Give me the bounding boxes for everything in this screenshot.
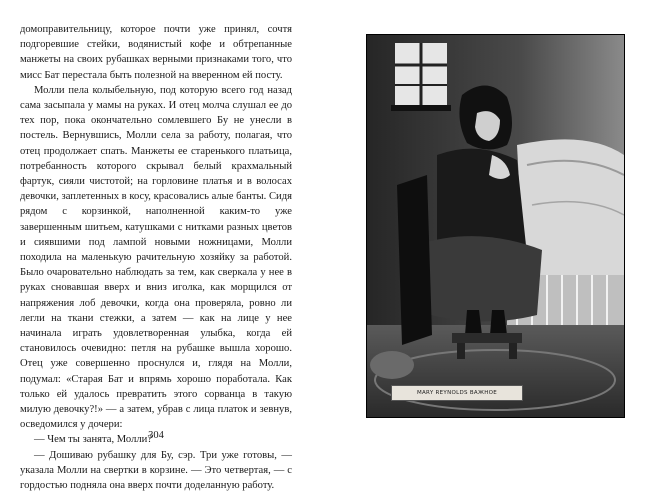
illustration-signature: MARY REYNOLDS ВАЖНОЕ [391,385,523,401]
paragraph-1: домоправительницу, которое почти уже принял, сочтя подгоревшие стейки, водянистый кофе и обтрепанные манжеты на своих рубашках верными признаками того, что мисс Бат перестала быть полезной на вверенном ей посту. [20,24,292,81]
basket [370,351,414,379]
paragraph-3: — Чем ты занята, Молли? [34,434,153,446]
window [391,43,451,111]
illustration-drawing [367,35,624,417]
illustration [366,34,625,418]
chair [397,175,432,345]
body-text [20,22,292,493]
paragraph-2: Молли пела колыбельную, под которую всего год назад сама засыпала у мамы на руках. И отец молча слушал ее до тех пор, пока окончательно сомлевшего Бу не унесли в постель. Вернувшись, Молли села за работу, полагая, что отец продолжает спать. Манжеты ее старенького платьица, потребанность которого скрывал белый крахмальный фартук, сияли чистотой; на горловине платья и в волосах девочки, заплетенных в косу, красовались алые банты. Сидя рядом с корзинкой, наполненной каким-то уже завершенным шитьем, катушками с нитками разных цветов и сиявшими под лампой новыми ножницами, Молли походила на маленькую рачительную хозяйку за работой. Было очаровательно наблюдать за тем, как сверкала у нее в руках сновавшая вверх и вниз иголка, как морщился от напряжения лоб девочки, когда она проверяла, ровно ли легли на ткани стежки, а затем — как на лице у нее начинала играть удовлетворенная улыбка, когда ей становилось очевидно: петля на рубашке вышла хорошо. Отец уже совершенно проснулся и, глядя на Молли, подумал: «Старая Бат и впрямь хорошо поработала. Как только ей удалось превратить этого сорванца в такую милую девочку?!» — а затем, убрав с лица платок и зевнув, осведомился у дочери: [20,84,292,431]
page-number: 304 [148,430,164,441]
paragraph-4: — Дошиваю рубашку для Бу, сэр. Три уже готовы, — указала Молли на свертки в корзине. — Это четвертая, — с гордостью подняла она вверх почти доделанную работу. [20,449,292,492]
